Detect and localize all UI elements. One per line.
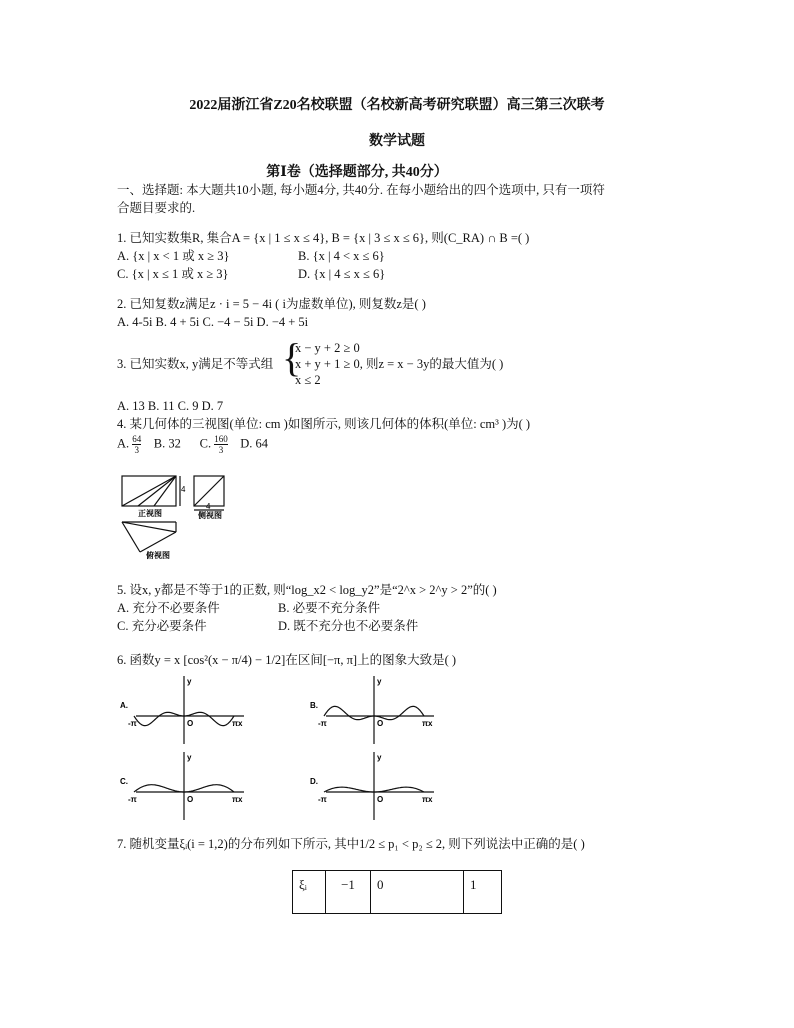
q1-option-c: C. {x | x ≤ 1 或 x ≥ 3} [117,267,229,281]
graph-panel-b [310,676,434,744]
q2-stem: 2. 已知复数z满足z · i = 5 − 4i ( i为虚数单位), 则复数z是( ) [117,297,426,311]
instructions-line-2: 合题目要求的. [117,201,196,215]
q6-graphs-figure [118,672,448,820]
option-label: D. [310,777,318,786]
q4-stem: 4. 某几何体的三视图(单位: cm )如图所示, 则该几何体的体积(单位: cm³ )为( ) [117,417,531,431]
q5-option-b: B. 必要不充分条件 [278,601,381,615]
q5-stem: 5. 设x, y都是不等于1的正数, 则“log_x2 < log_y2”是“2^x > 2^y > 2”的( ) [117,583,497,597]
exam-subtitle: 数学试题 [369,134,425,149]
q5-option-d: D. 既不充分也不必要条件 [278,619,419,633]
origin-label: O [187,719,194,728]
q4-option-a-fraction: $\frac{64}{3}$ [132,434,142,455]
q3-line-3: x ≤ 2 [295,373,321,387]
q7-distribution-table [292,870,502,914]
origin-label: O [377,719,384,728]
table-cell-0: 0 [371,871,464,914]
neg-pi-label: -π [128,719,137,728]
x-label: x [238,795,243,804]
q5-option-a: A. 充分不必要条件 [117,601,220,615]
neg-pi-label: -π [318,795,327,804]
q7-stem: 7. 随机变量ξᵢ(i = 1,2)的分布列如下所示, 其中1/2 ≤ p₁ < p₂ ≤ 2, 则下列说法中正确的是( ) [117,837,585,851]
neg-pi-label: -π [318,719,327,728]
table-row [293,871,502,914]
q4-three-view-figure [118,470,248,562]
y-label: y [187,677,192,686]
q2-options: A. 4-5i B. 4 + 5i C. −4 − 5i D. −4 + 5i [117,315,309,329]
q6-stem: 6. 函数y = x [cos²(x − π/4) − 1/2]在区间[−π, π]上的图象大致是( ) [117,653,457,667]
y-label: y [377,677,382,686]
q3-line-1: x − y + 2 ≥ 0 [295,341,360,355]
exam-title: 2022届浙江省Z20名校联盟（名校新高考研究联盟）高三第三次联考 [189,98,605,113]
y-label: y [187,753,192,762]
neg-pi-label: -π [128,795,137,804]
table-cell-1: 1 [464,871,502,914]
top-view [122,522,176,552]
origin-label: O [187,795,194,804]
side-view-label: 侧视图 [198,511,222,520]
origin-label: O [377,795,384,804]
front-view [122,476,180,506]
q4-option-c-label: C. [199,436,212,451]
q4-option-b: B. 32 [153,436,181,451]
q4-options [117,434,268,455]
pi-label: π [422,795,429,804]
q5-option-c: C. 充分必要条件 [117,619,207,633]
q3-lead: 3. 已知实数x, y满足不等式组 [117,357,274,371]
q1-stem: 1. 已知实数集R, 集合A = {x | 1 ≤ x ≤ 4}, B = {x | 3 ≤ x ≤ 6}, 则(C_RA) ∩ B =( ) [117,231,530,245]
graph-panel-c [120,752,244,820]
pi-label: π [232,795,239,804]
q1-option-b: B. {x | 4 < x ≤ 6} [298,249,385,263]
side-view-dim: 4 [206,502,211,511]
option-label: B. [310,701,318,710]
q4-option-a-label: A. [117,436,130,451]
top-view-label: 俯视图 [146,551,170,560]
q1-option-d: D. {x | 4 ≤ x ≤ 6} [298,267,386,281]
x-label: x [238,719,243,728]
front-view-label: 正视图 [138,509,162,518]
pi-label: π [422,719,429,728]
q1-option-a: A. {x | x < 1 或 x ≥ 3} [117,249,230,263]
pi-label: π [232,719,239,728]
x-label: x [428,795,433,804]
q3-brace: { [282,335,302,380]
part-heading: 第Ⅰ卷（选择题部分, 共40分） [266,165,448,180]
graph-panel-a [120,676,244,744]
x-label: x [428,719,433,728]
q6-graph-panels [120,676,434,820]
option-label: A. [120,701,128,710]
y-label: y [377,753,382,762]
q3-options: A. 13 B. 11 C. 9 D. 7 [117,399,224,413]
table-cell-xi: ξᵢ [293,871,326,914]
q4-option-d: D. 64 [240,436,268,451]
q3-line-2: x + y + 1 ≥ 0, 则z = x − 3y的最大值为( ) [295,357,504,371]
table-cell-neg1: −1 [326,871,371,914]
option-label: C. [120,777,128,786]
graph-panel-d [310,752,434,820]
q4-option-c-fraction: $\frac{160}{3}$ [214,434,228,455]
instructions-line-1: 一、选择题: 本大题共10小题, 每小题4分, 共40分. 在每小题给出的四个选项中, 只有一项符 [117,183,605,197]
front-view-dim: 4 [181,485,186,494]
